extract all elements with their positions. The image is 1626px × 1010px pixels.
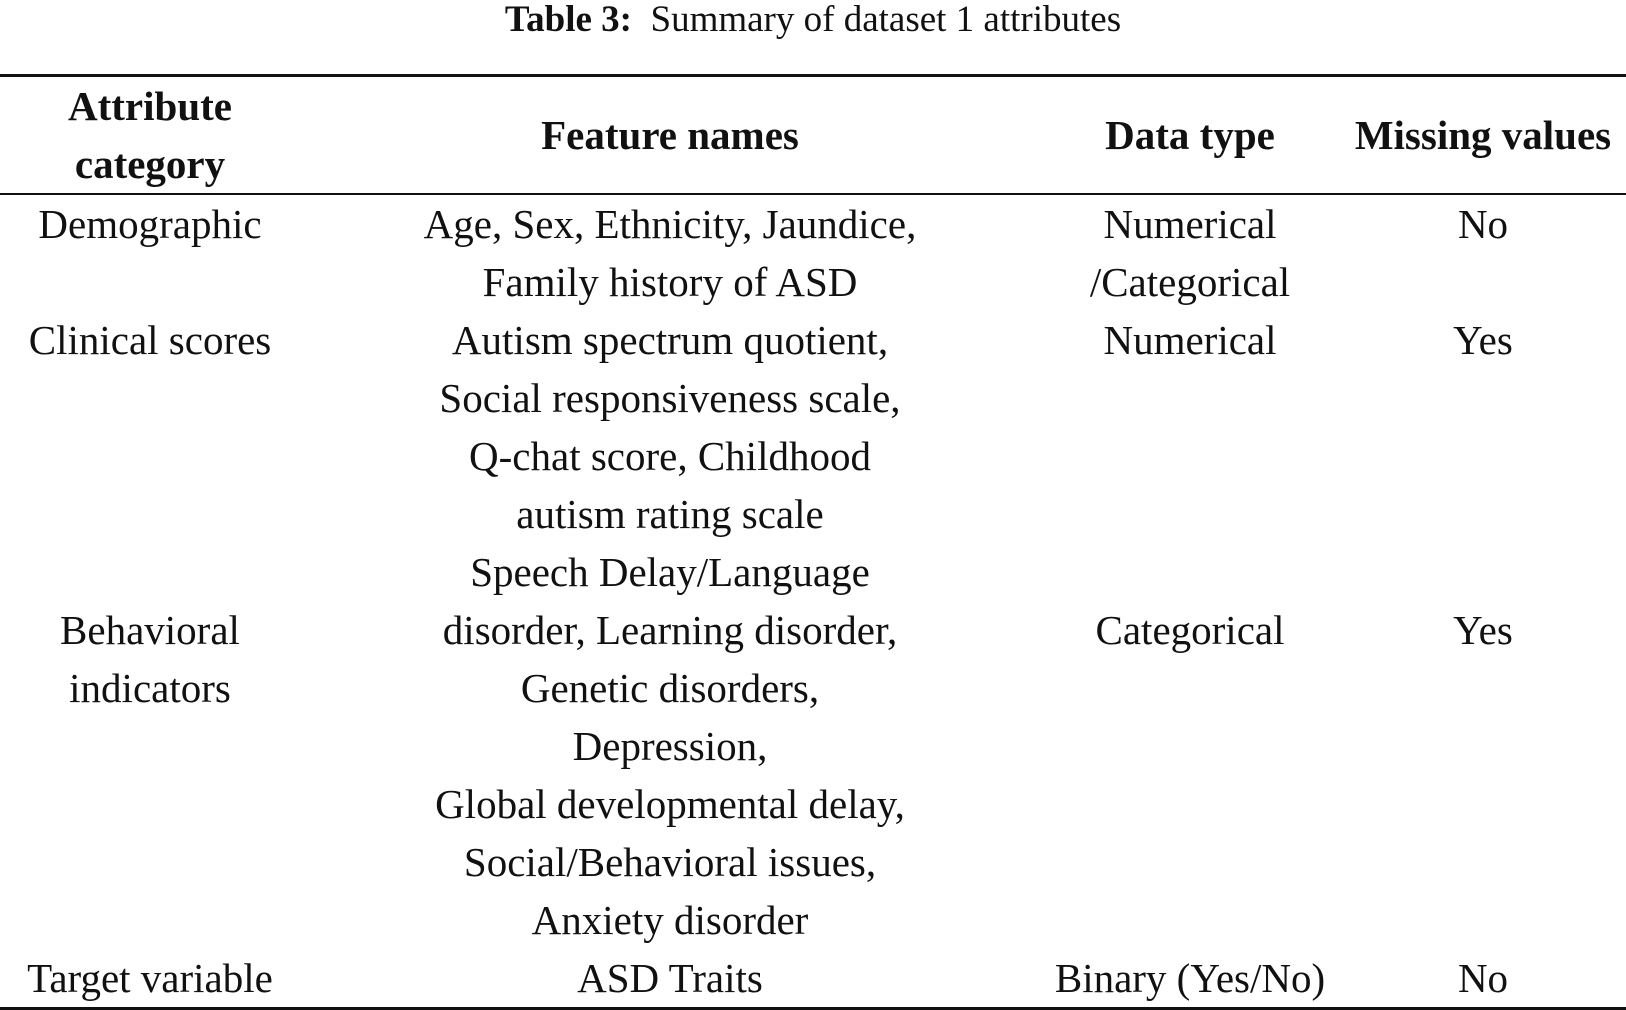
- data-type-spacer: [1040, 543, 1340, 601]
- missing-text: No: [1457, 201, 1509, 247]
- data-type-cell: [1040, 311, 1340, 543]
- feature-line: Age, Sex, Ethnicity, Jaundice,: [423, 201, 917, 247]
- features-cell: [300, 543, 1040, 949]
- missing-text: Yes: [1453, 607, 1513, 653]
- feature-line: Global developmental delay,: [435, 781, 905, 827]
- caption-label: Table 3:: [504, 0, 632, 40]
- missing-cell: [1340, 949, 1626, 1009]
- header-row: [0, 76, 1626, 195]
- feature-line: Speech Delay/Language: [470, 549, 870, 595]
- category-text: Behavioral: [60, 607, 240, 653]
- feature-line: disorder, Learning disorder,: [442, 607, 898, 653]
- features-cell: [300, 194, 1040, 311]
- feature-line: Social/Behavioral issues,: [463, 839, 877, 885]
- header-missing-values: Missing values: [1354, 112, 1612, 158]
- data-type-cell: [1040, 949, 1340, 1009]
- feature-line: Depression,: [572, 723, 768, 769]
- feature-line: ASD Traits: [577, 955, 763, 1001]
- feature-line: Autism spectrum quotient,: [451, 317, 889, 363]
- category-text: Clinical scores: [28, 317, 272, 363]
- feature-line: autism rating scale: [516, 491, 824, 537]
- feature-line: Family history of ASD: [482, 259, 858, 305]
- table-row: [0, 311, 1626, 543]
- data-type-line: /Categorical: [1089, 259, 1291, 305]
- missing-text: Yes: [1453, 317, 1513, 363]
- feature-line: Genetic disorders,: [520, 665, 820, 711]
- category-cell: [0, 194, 300, 311]
- data-type-cell: [1040, 194, 1340, 311]
- header-attribute-category: Attribute category: [68, 83, 232, 187]
- feature-line: Social responsiveness scale,: [439, 375, 901, 421]
- feature-line: Q-chat score, Childhood: [469, 433, 871, 479]
- caption-text: Summary of dataset 1 attributes: [650, 0, 1122, 40]
- header-feature-names: Feature names: [541, 112, 799, 158]
- missing-text: No: [1457, 955, 1509, 1001]
- missing-cell: [1340, 543, 1626, 949]
- data-type-line: Numerical: [1103, 317, 1277, 363]
- feature-line: Anxiety disorder: [531, 897, 809, 943]
- header-data-type: Data type: [1105, 112, 1275, 158]
- data-type-line: Numerical: [1103, 201, 1277, 247]
- data-table: [0, 74, 1626, 1010]
- missing-cell: [1340, 194, 1626, 311]
- category-cell: [0, 543, 300, 949]
- category-cell: [0, 949, 300, 1009]
- table-caption: [0, 0, 1626, 40]
- table-row: [0, 949, 1626, 1009]
- category-text: indicators: [69, 665, 231, 711]
- missing-spacer: [1340, 543, 1626, 601]
- category-cell: [0, 311, 300, 543]
- table-row: [0, 194, 1626, 311]
- category-spacer: [0, 543, 300, 601]
- features-cell: [300, 949, 1040, 1009]
- data-type-line: Categorical: [1095, 607, 1285, 653]
- features-cell: [300, 311, 1040, 543]
- data-type-cell: [1040, 543, 1340, 949]
- category-text: Demographic: [38, 201, 262, 247]
- missing-cell: [1340, 311, 1626, 543]
- category-text: Target variable: [27, 955, 273, 1001]
- table-row: [0, 543, 1626, 949]
- data-type-line: Binary (Yes/No): [1054, 955, 1326, 1001]
